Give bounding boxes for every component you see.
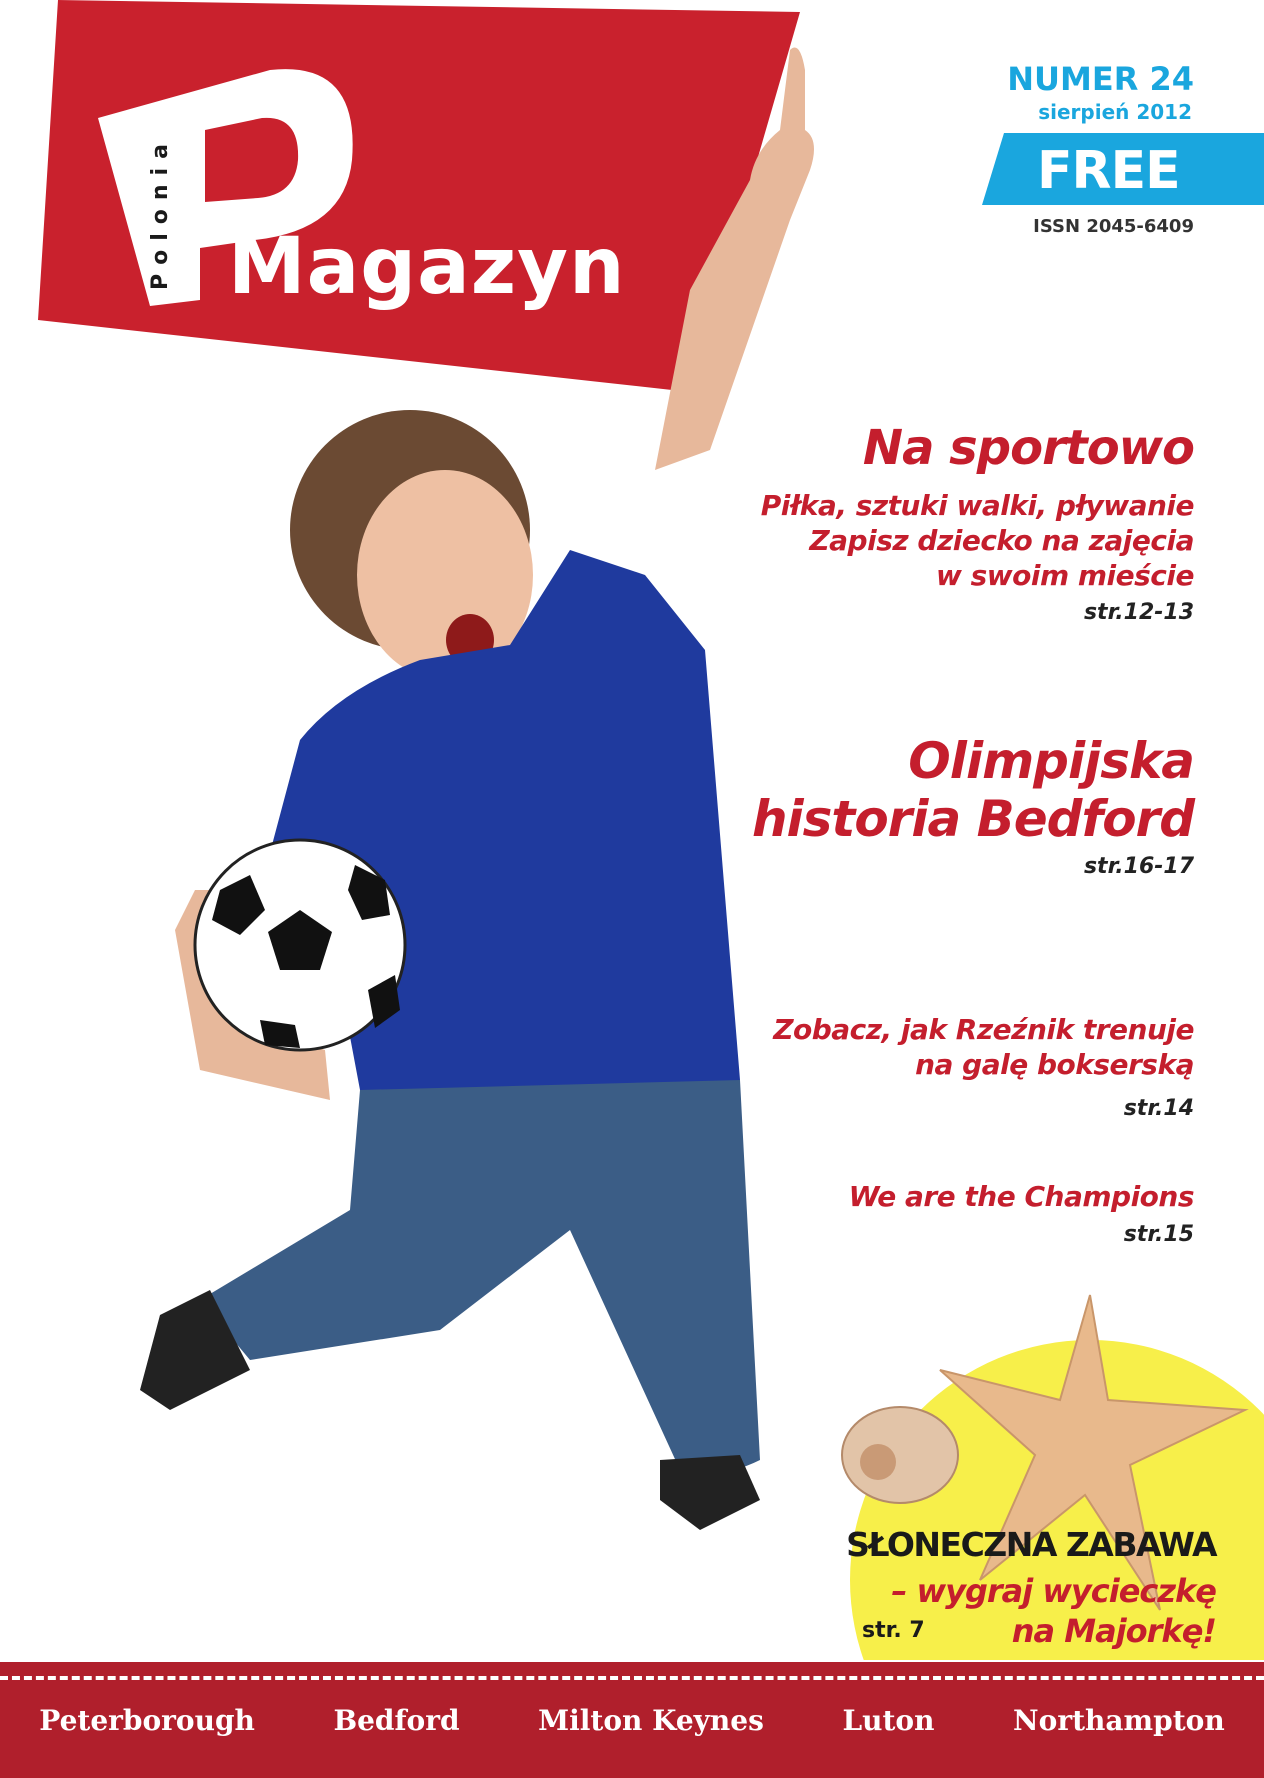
headline-olimpijska <box>752 732 1194 848</box>
promo-line-3: na Majorkę! <box>1011 1612 1216 1650</box>
cover-photo-boy-with-ball <box>100 30 820 1650</box>
promo-sun <box>790 1280 1264 1660</box>
page-ref-14: str.14 <box>1123 1096 1194 1121</box>
headline-champions: We are the Champions <box>848 1180 1194 1213</box>
city-luton: Luton <box>842 1704 935 1737</box>
city-peterborough: Peterborough <box>39 1704 255 1737</box>
promo-line-2: – wygraj wycieczkę <box>891 1572 1216 1610</box>
city-northampton: Northampton <box>1013 1704 1225 1737</box>
headline-rzeznik <box>773 1012 1194 1082</box>
issue-date: sierpień 2012 <box>1038 100 1192 124</box>
headline-line-1: Olimpijska <box>908 732 1194 790</box>
promo-page-ref: str. 7 <box>862 1618 925 1643</box>
promo-title: SŁONECZNA ZABAWA <box>846 1525 1216 1564</box>
page-ref-12-13: str.12-13 <box>1083 600 1194 625</box>
page-ref-16-17: str.16-17 <box>1083 854 1194 879</box>
issue-number: NUMER 24 <box>1007 60 1194 98</box>
logo-wordmark: Magazyn <box>228 222 626 312</box>
logo-vertical-text: Polonia <box>148 135 173 290</box>
subline-1: Piłka, sztuki walki, pływanie <box>760 489 1194 522</box>
subline-3: w swoim mieście <box>935 559 1194 592</box>
shell-icon <box>842 1407 958 1503</box>
headline-line-2: historia Bedford <box>751 790 1194 848</box>
page-ref-15: str.15 <box>1123 1222 1194 1247</box>
free-label: FREE <box>1037 141 1180 201</box>
headline-line-1: Zobacz, jak Rzeźnik trenuje <box>773 1013 1194 1046</box>
headline-line-2: na galę bokserską <box>915 1048 1194 1081</box>
headline-na-sportowo: Na sportowo <box>862 420 1194 476</box>
city-bedford: Bedford <box>333 1704 460 1737</box>
footer-dashed-line <box>0 1676 1264 1680</box>
free-badge <box>982 133 1264 205</box>
city-list <box>0 1704 1264 1737</box>
footer-band <box>0 1662 1264 1778</box>
headline-na-sportowo-sub <box>761 488 1194 593</box>
issn: ISSN 2045-6409 <box>1033 216 1194 237</box>
subline-2: Zapisz dziecko na zajęcia <box>809 524 1194 557</box>
city-milton-keynes: Milton Keynes <box>538 1704 764 1737</box>
